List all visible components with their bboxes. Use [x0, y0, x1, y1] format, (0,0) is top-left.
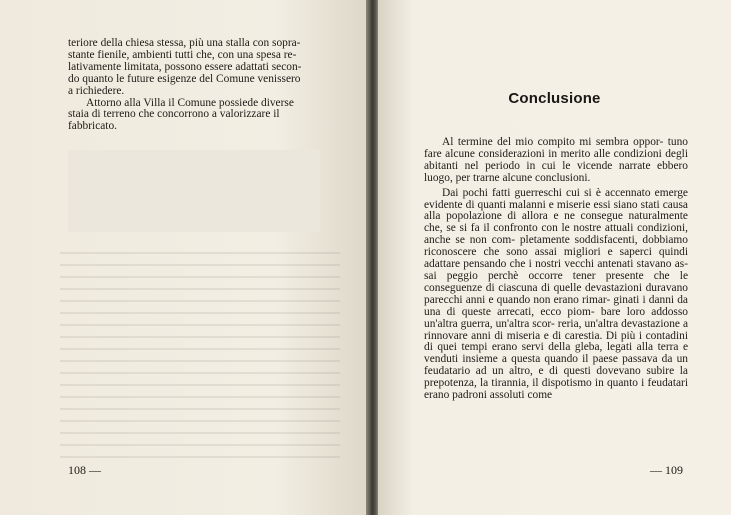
text-line: lativamente limitata, possono essere adattati secon-	[68, 60, 302, 73]
left-page-text	[68, 38, 319, 133]
text-line: a richiedere.	[68, 84, 125, 97]
right-page	[378, 0, 731, 515]
chapter-title: Conclusione	[508, 90, 601, 107]
right-page-text	[424, 137, 688, 402]
text-line: fabbricato.	[68, 120, 118, 133]
blank-area	[68, 150, 320, 232]
paragraph: Al termine del mio compito mi sembra oppor- tuno fare alcune considerazioni in merito alle condizioni degli abitanti nel periodo in cui le vicende narrate ebbero luogo, per trarne alcune conclusioni.	[424, 136, 688, 184]
paragraph: Dai pochi fatti guerreschi cui si è accennato emerge evidente di quanti malanni e miserie essi siano stati causa alla popolazione di allora e ne consegue naturalmente che, se si fa il confronto con le nostre attuali condizioni, anche se non com- pletamente soddisfacenti, dobbiamo riconoscere che sono assai migliori e saperci quindi adattare pensando che i nostri vecchi antenati stavano as- sai peggio perchè occorre tener presente che le conseguenze di ciascuna di quelle devastazioni duravano parecchi anni e quando non erano rimar- ginati i danni da una di queste arrecati, ecco piom- bare loro addosso un'altra guerra, un'altra scor- reria, un'altra devastazione a rinnovare anni di miseria e di carestia. Di più i contadini di quei tempi erano servi della gleba, legati alla terra e venduti insieme a questa quando il paese passava da un feudatario ad un altro, e di questi dovevano subire la prepotenza, la tirannia, il dispotismo in quanto i feudatari erano padroni assoluti come	[424, 186, 688, 402]
right-page-number: — 109	[650, 463, 683, 477]
text-line: teriore della chiesa stessa, più una stalla con sopra-	[68, 37, 301, 49]
show-through-text	[60, 245, 340, 460]
text-line: staia di terreno che concorrono a valorizzare il	[68, 108, 280, 121]
text-line: do quanto le future esigenze del Comune venissero	[68, 72, 301, 85]
left-page-number: 108 —	[68, 463, 101, 477]
text-line: Attorno alla Villa il Comune possiede diverse	[86, 96, 294, 109]
text-line: stante fienile, ambienti tutti che, con una spesa re-	[68, 48, 297, 61]
